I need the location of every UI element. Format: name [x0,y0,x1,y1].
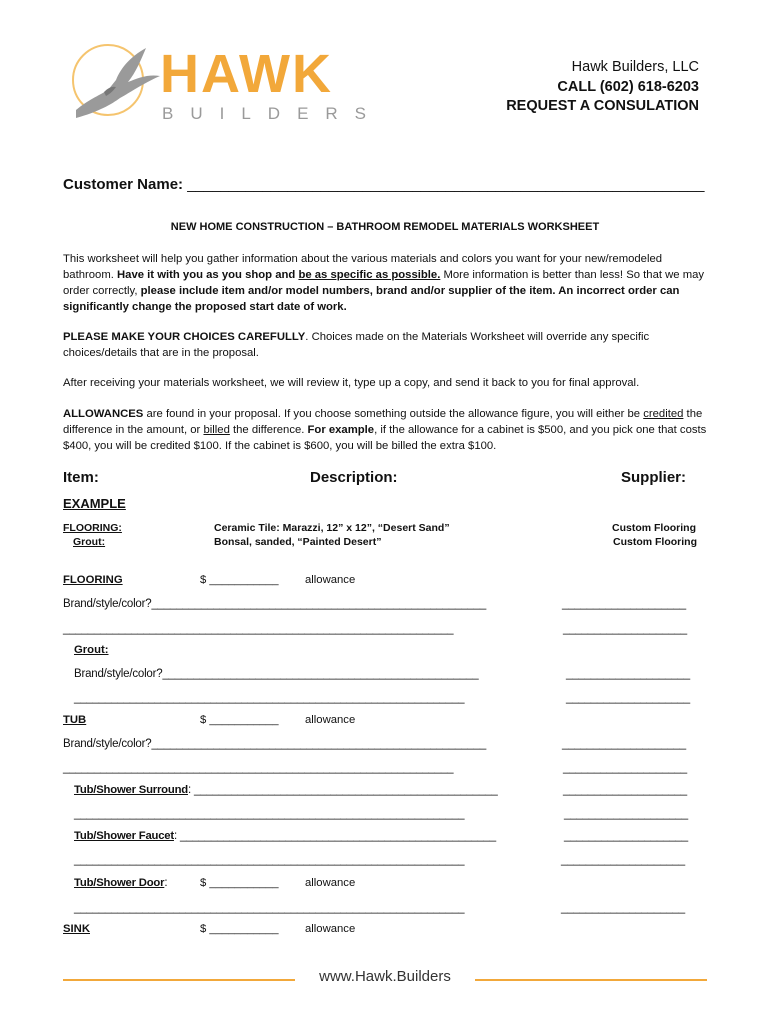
tub-brand-row[interactable] [63,738,486,750]
intro-text-2: More information is better than less! So that we may order correctly, [63,269,705,297]
logo-subtitle: BUILDERS [162,104,368,123]
logo-wordmark: HAWK [160,44,333,104]
example-flooring-desc: Ceramic Tile: Marazzi, 12” x 12”, “Desert Sand” [214,522,450,534]
example-grout-supplier: Custom Flooring [613,536,697,548]
tub-label: TUB [63,714,87,726]
door-label: Tub/Shower Door [74,877,165,889]
allowances-text-3: the difference. [229,424,308,436]
column-description: Description: [310,469,398,486]
intro-bold-underline: be as specific as possible. [298,269,441,281]
allowances-text: are found in your proposal. If you choose something outside the allowance figure, you will either be [143,408,644,420]
tub-allowance-amount[interactable]: $ ___________ [200,714,279,726]
allowances-text-4: , if the allowance for a cabinet is $500, and you pick one that costs $400, you will be credited $100. If the cabinet is $600, you will be billed the extra $100. [63,424,707,452]
customer-name-label: Customer Name: [63,176,184,193]
flooring-supplier-1[interactable]: ____________________ [562,598,686,610]
customer-name-line [63,176,704,193]
tub-supplier-1[interactable]: ____________________ [562,738,686,750]
careful-heading: PLEASE MAKE YOUR CHOICES CAREFULLY [63,331,306,343]
flooring-desc-line-2[interactable]: _______________________________________________________________ [63,623,454,635]
grout-supplier-2[interactable]: ____________________ [566,692,690,704]
faucet-supplier-1[interactable]: ____________________ [564,830,688,842]
phone-number[interactable]: CALL (602) 618-6203 [557,78,699,95]
footer-url[interactable]: www.Hawk.Builders [305,968,465,985]
flooring-allowance-label: allowance [305,574,356,586]
column-item: Item: [63,469,99,486]
intro-paragraph-3: After receiving your materials worksheet, we will review it, type up a copy, and send it back to you for final approval. [63,377,640,389]
tub-desc-line-2[interactable]: _______________________________________________________________ [63,762,454,774]
hawk-builders-logo [68,40,368,130]
flooring-label: FLOORING [63,574,123,586]
flooring-supplier-2[interactable]: ____________________ [563,623,687,635]
door-desc-line[interactable]: _______________________________________________________________ [74,902,465,914]
tub-supplier-2[interactable]: ____________________ [563,762,687,774]
intro-paragraph-4 [63,406,713,454]
company-info [506,58,699,117]
intro-paragraph-2 [63,329,713,361]
door-allowance-amount[interactable]: $ ___________ [200,877,279,889]
surround-label: Tub/Shower Surround [74,784,188,796]
surround-desc-line-2[interactable]: _______________________________________________________________ [74,808,465,820]
brand-label: Brand/style/color? [63,598,152,610]
grout-supplier-1[interactable]: ____________________ [566,668,690,680]
tub-brand-label: Brand/style/color? [63,738,152,750]
example-flooring-supplier: Custom Flooring [612,522,696,534]
intro-bold-2: please include item and/or model numbers, brand and/or supplier of the item. An incorrect order can significantly change the proposed start date of work. [63,285,680,313]
customer-name-field[interactable]: ______________________________________________________________ [187,176,705,193]
grout-label: Grout: [74,644,109,656]
grout-desc-line-2[interactable]: _______________________________________________________________ [74,692,465,704]
footer-url-wrap [0,968,770,985]
billed-word: billed [203,424,230,436]
tub-allowance-label: allowance [305,714,356,726]
grout-brand-label: Brand/style/color? [74,668,163,680]
company-name: Hawk Builders, LLC [571,59,699,75]
flooring-brand-row[interactable] [63,598,486,610]
example-grout-label: Grout: [73,536,106,548]
door-allowance-label: allowance [305,877,356,889]
careful-text: . Choices made on the Materials Worksheet will override any specific choices/details that are in the proposal. [63,331,650,359]
example-flooring-label: FLOORING: [63,522,122,534]
faucet-label: Tub/Shower Faucet [74,830,174,842]
sink-allowance-amount[interactable]: $ ___________ [200,923,279,935]
intro-paragraph-1 [63,251,713,315]
allowances-text-2: the difference in the amount, or [63,408,703,436]
faucet-supplier-2[interactable]: ____________________ [561,854,685,866]
intro-text: This worksheet will help you gather information about the various materials and colors you want for your new/remodeled bathroom. [63,253,663,281]
grout-brand-row[interactable] [74,668,478,680]
surround-blank[interactable]: _________________________________________________ [193,784,498,796]
faucet-row[interactable] [74,830,496,842]
faucet-colon: : [173,830,177,842]
door-row [74,877,167,889]
faucet-desc-line-2[interactable]: _______________________________________________________________ [74,854,465,866]
worksheet-title: NEW HOME CONSTRUCTION – BATHROOM REMODEL MATERIALS WORKSHEET [170,221,600,233]
example-label: EXAMPLE [63,496,126,511]
flooring-brand-blank[interactable]: ______________________________________________________ [151,598,487,610]
faucet-blank[interactable]: ___________________________________________________ [179,830,496,842]
sink-label: SINK [63,923,90,935]
door-colon: : [164,877,168,889]
surround-colon: : [187,784,191,796]
for-example: For example [307,424,375,436]
surround-row[interactable] [74,784,498,796]
tub-brand-blank[interactable]: ______________________________________________________ [151,738,487,750]
request-consultation[interactable]: REQUEST A CONSULATION [506,98,699,114]
flooring-allowance-amount[interactable]: $ ___________ [200,574,279,586]
door-supplier[interactable]: ____________________ [561,902,685,914]
example-grout-desc: Bonsal, sanded, “Painted Desert” [214,536,382,548]
allowances-heading: ALLOWANCES [63,408,144,420]
surround-supplier-2[interactable]: ____________________ [564,808,688,820]
sink-allowance-label: allowance [305,923,356,935]
surround-supplier-1[interactable]: ____________________ [563,784,687,796]
credited-word: credited [643,408,684,420]
column-supplier: Supplier: [621,469,687,486]
grout-brand-blank[interactable]: ___________________________________________________ [162,668,479,680]
intro-bold: Have it with you as you shop and [117,269,299,281]
